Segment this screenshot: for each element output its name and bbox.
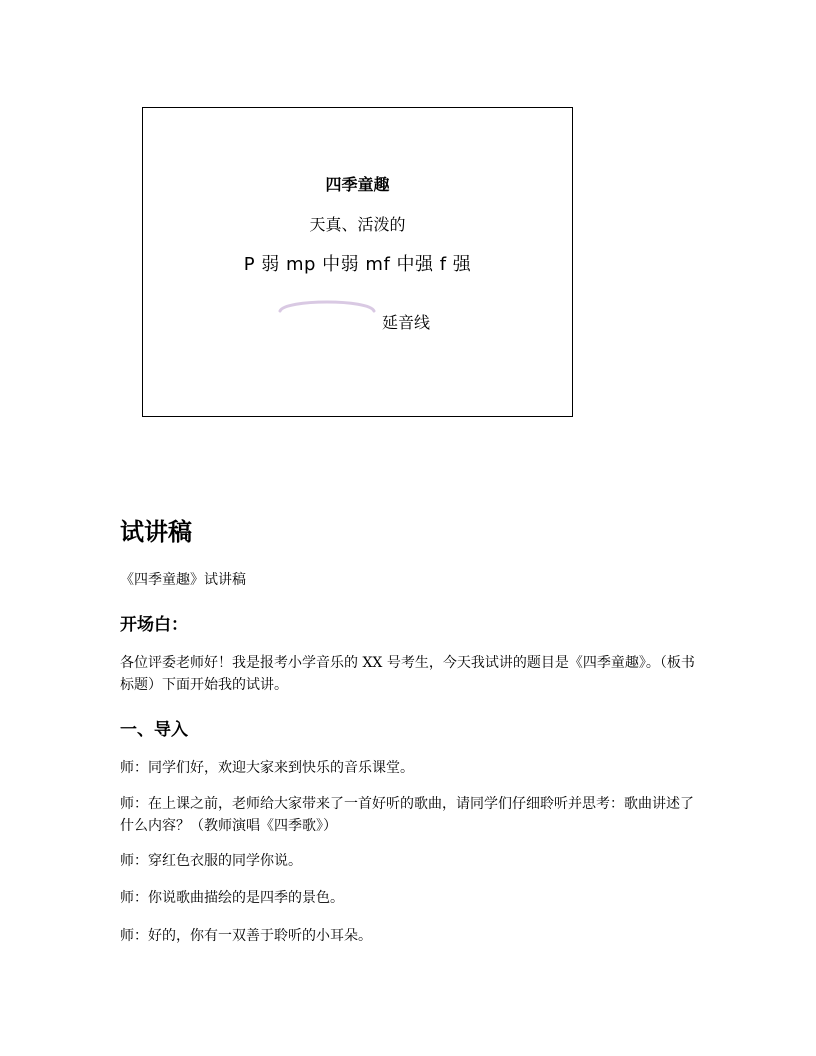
paragraph: 师：好的，你有一双善于聆听的小耳朵。: [120, 928, 372, 944]
paragraph: 师：在上课之前，老师给大家带来了一首好听的歌曲，请同学们仔细聆听并思考：歌曲讲述了什么内容？（教师演唱《四季歌》）: [120, 796, 694, 834]
board-dynamics-text: P 弱 mp 中弱 mf 中强 f 强: [243, 254, 472, 275]
board-mood-text: 天真、活泼的: [309, 215, 406, 234]
paragraph: 师：同学们好，欢迎大家来到快乐的音乐课堂。: [120, 760, 414, 776]
section-heading-intro: 一、导入: [120, 720, 188, 740]
board-title: 四季童趣: [325, 175, 390, 194]
blackboard-frame: [142, 107, 573, 417]
opening-paragraph: 各位评委老师好！我是报考小学音乐的 XX 号考生，今天我试讲的题目是《四季童趣》。（板书标题）下面开始我的试讲。: [120, 655, 695, 693]
document-subtitle: 《四季童趣》试讲稿: [120, 572, 246, 588]
opening-heading: 开场白：: [120, 615, 188, 635]
tie-arc-icon: [277, 298, 377, 314]
document-title: 试讲稿: [120, 518, 192, 546]
tie-label: 延音线: [382, 313, 431, 332]
paragraph: 师：穿红色衣服的同学你说。: [120, 853, 302, 869]
paragraph: 师：你说歌曲描绘的是四季的景色。: [120, 890, 344, 906]
